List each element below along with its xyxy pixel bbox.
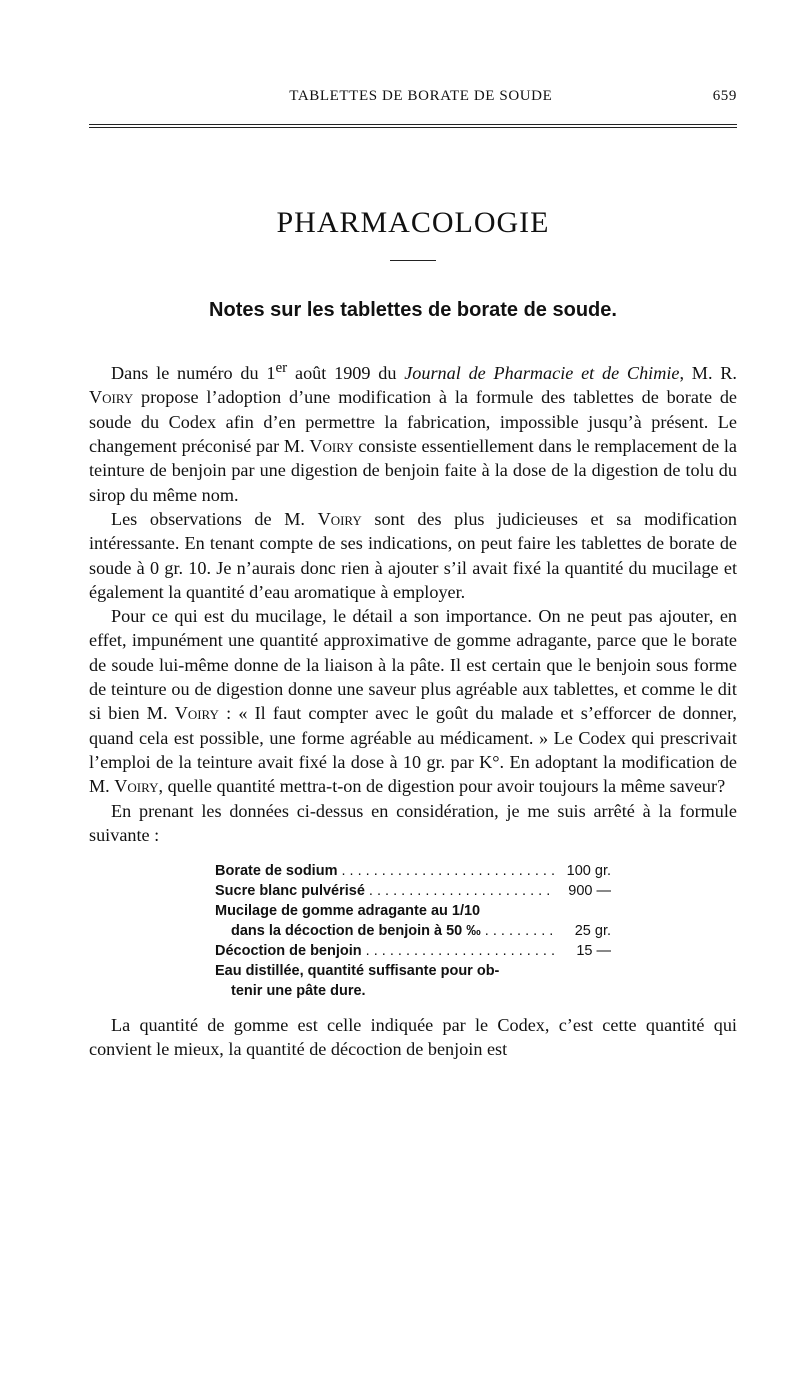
formula-row — [215, 981, 611, 1001]
paragraph-2 — [89, 507, 737, 604]
running-title: TABLETTES DE BORATE DE SOUDE — [289, 88, 553, 104]
paragraph-5: La quantité de gomme est celle indiquée par le Codex, c’est cette quantité qui convient le mieux, la quantité de décoction de benjoin est — [89, 1015, 737, 1060]
text-run: , M. R. — [679, 363, 737, 384]
journal-citation: Journal de Pharmacie et de Chimie — [404, 363, 680, 384]
ingredient-label: Décoction de benjoin . . . — [215, 941, 555, 961]
text-run: sont des plus judicieuses et sa modification intéressante. En tenant compte de ses indications, on peut faire les tablettes de borate de soude à 0 gr. 10. Je n’aurais donc rien à ajouter s’il avait fixé la quantité du mucilage et également la quantité d’eau aromatique à employer. — [89, 508, 738, 602]
author-name: Voiry — [309, 436, 354, 457]
text-run: , quelle quantité mettra-t-on de digestion pour avoir toujours la même saveur? — [158, 776, 726, 797]
formula-row — [215, 881, 611, 901]
formula-row — [215, 941, 611, 961]
running-header — [89, 88, 737, 118]
header-rule — [89, 124, 737, 125]
text-run: Les observations de M. — [111, 508, 318, 529]
page-number: 659 — [712, 88, 737, 104]
ingredient-label: Sucre blanc pulvérisé . . . — [215, 881, 555, 901]
author-name: Voiry — [317, 508, 362, 529]
author-name: Voiry — [174, 703, 219, 724]
ingredient-quantity: 900 — — [568, 883, 611, 900]
header-rule-thin — [89, 127, 737, 128]
text-run: : « Il faut compter avec le goût du malade et s’efforcer de donner, quand cela est possible, une forme agréable au médicament. » Le Codex qui prescrivait l’emploi de la teinture avait fixé la dose à 10 gr. par K°. En adoptant la modification de M. — [89, 703, 737, 797]
formula-row — [215, 961, 611, 981]
text-run: propose l’adoption d’une modification à la formule des tablettes de borate de soude du Codex afin d’en permettre la fabrication, impossible jusqu’à présent. Le changement préconisé par M. — [89, 387, 737, 457]
ingredient-quantity: 100 gr. — [566, 863, 611, 880]
text-run: Pour ce qui est du mucilage, le détail a son importance. On ne peut pas ajouter, en effet, impunément une quantité approximative de gomme adragante, parce que le borate de soude lui-même donne de la liaison à la pâte. Il est certain que le benjoin sous forme de teinture ou de digestion donne une saveur plus agréable aux tablettes, et comme le dit si bien M. — [89, 606, 737, 724]
author-name: Voiry — [114, 776, 159, 797]
ingredient-label: Mucilage de gomme adragante au 1/10 — [215, 903, 481, 920]
ingredient-quantity: 15 — — [576, 943, 611, 960]
text-run: août 1909 du — [287, 363, 405, 384]
formula-row — [215, 921, 611, 941]
formula-table — [215, 861, 611, 1001]
formula-row — [215, 861, 611, 881]
paragraph-4: En prenant les données ci-dessus en considération, je me suis arrêté à la formule suivante : — [89, 800, 737, 845]
paragraph-1 — [89, 356, 737, 507]
ingredient-label: Eau distillée, quantité suffisante pour ob- — [215, 963, 500, 980]
superscript: er — [275, 359, 288, 377]
paragraph-3 — [89, 604, 737, 798]
section-title: PHARMACOLOGIE — [276, 206, 550, 239]
article-body — [89, 356, 737, 1062]
author-name: Voiry — [89, 387, 134, 408]
ingredient-label: Borate de sodium . . . — [215, 861, 555, 881]
document-page — [89, 88, 737, 1062]
article-title: Notes sur les tablettes de borate de soude. — [209, 299, 617, 322]
text-run: consiste essentiellement dans le remplacement de la teinture de benjoin par une digestion de benjoin faite à la dose de la digestion de tolu du sirop du même nom. — [89, 436, 737, 505]
text-run: Dans le numéro du 1 — [111, 363, 276, 384]
section-divider — [390, 260, 436, 261]
ingredient-label: dans la décoction de benjoin à 50 ‰ . . . — [231, 921, 555, 941]
formula-row — [215, 901, 611, 921]
ingredient-label: tenir une pâte dure. — [231, 983, 366, 1000]
ingredient-quantity: 25 gr. — [574, 923, 611, 940]
